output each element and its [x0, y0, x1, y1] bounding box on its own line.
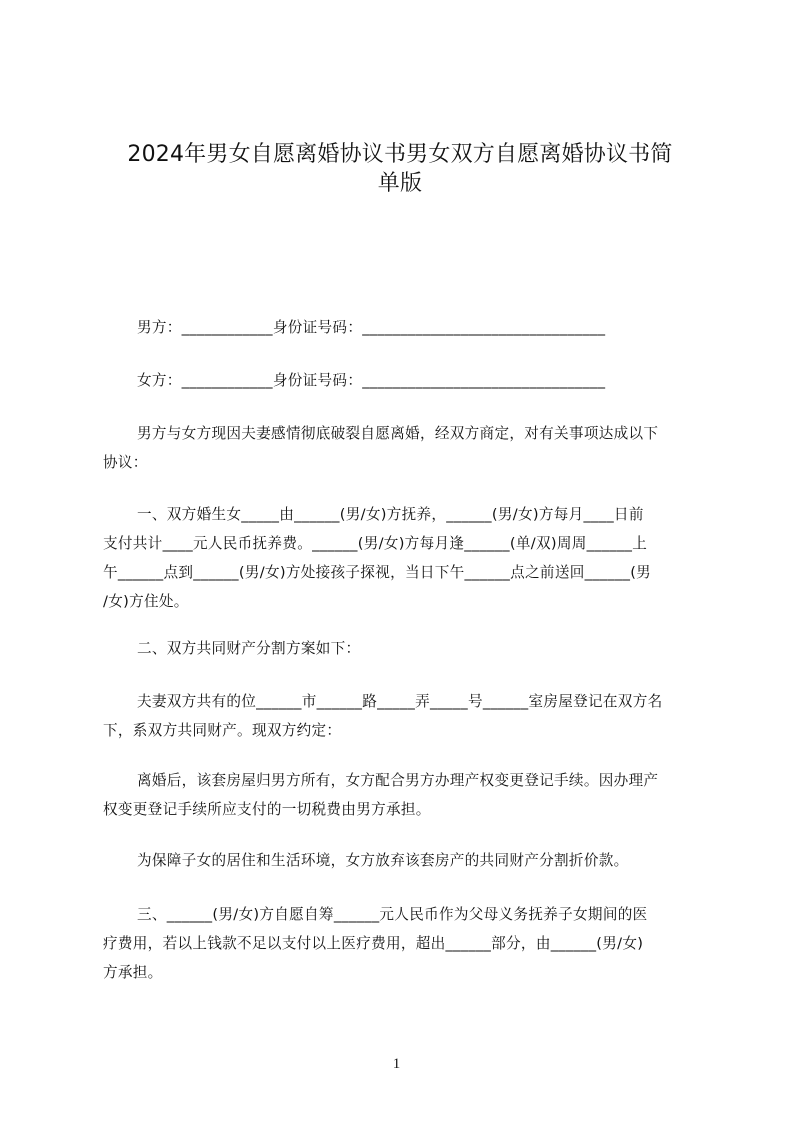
section-1-line-4: /女)方住处。: [103, 593, 189, 610]
section-2-heading: [103, 634, 703, 663]
intro-paragraph: [103, 419, 703, 477]
section-3-paragraph: [103, 900, 703, 987]
section-3-line-2: 疗费用，若以上钱款不足以支付以上医疗费用，超出______部分，由______(男/女): [103, 935, 644, 952]
document-title: [100, 140, 700, 198]
section-3-line-1: 三、______(男/女)方自愿自筹______元人民币作为父母义务抚养子女期间的医: [137, 906, 648, 923]
section-3-line-3: 方承担。: [103, 964, 163, 981]
male-party-line: [103, 313, 703, 342]
female-party-line: [103, 366, 703, 395]
title-line-1: 2024年男女自愿离婚协议书男女双方自愿离婚协议书简: [127, 142, 673, 167]
female-party-field: 女方：____________身份证号码：________________________________: [137, 372, 606, 389]
section-2-property-paragraph: [103, 687, 703, 745]
children-line-1: 为保障子女的居住和生活环境，女方放弃该套房产的共同财产分割折价款。: [137, 852, 629, 869]
title-line-2: 单版: [377, 171, 423, 196]
page-number: 1: [392, 1056, 401, 1072]
intro-line-2: 协议：: [103, 454, 148, 471]
male-party-field: 男方：____________身份证号码：________________________________: [137, 319, 606, 336]
section-1-paragraph: [103, 500, 703, 616]
section-1-line-2: 支付共计____元人民币抚养费。______(男/女)方每月逢______(单/双)周周______上: [103, 535, 648, 552]
section-1-line-3: 午______点到______(男/女)方处接孩子探视，当日下午______点之前送回______(男: [103, 564, 652, 581]
property-line-1: 夫妻双方共有的位______市______路_____弄_____号______室房屋登记在双方名: [137, 693, 663, 710]
intro-line-1: 男方与女方现因夫妻感情彻底破裂自愿离婚，经双方商定，对有关事项达成以下: [137, 425, 659, 442]
section-2-heading-text: 二、双方共同财产分割方案如下：: [137, 640, 361, 657]
divorce-line-1: 离婚后，该套房屋归男方所有，女方配合男方办理产权变更登记手续。因办理产: [137, 772, 659, 789]
property-line-2: 下，系双方共同财产。现双方约定：: [103, 722, 342, 739]
section-2-children-paragraph: [103, 846, 703, 875]
divorce-line-2: 权变更登记手续所应支付的一切税费由男方承担。: [103, 801, 431, 818]
section-2-divorce-paragraph: [103, 766, 703, 824]
section-1-line-1: 一、双方婚生女_____由______(男/女)方抚养，______(男/女)方每月____日前: [137, 506, 644, 523]
